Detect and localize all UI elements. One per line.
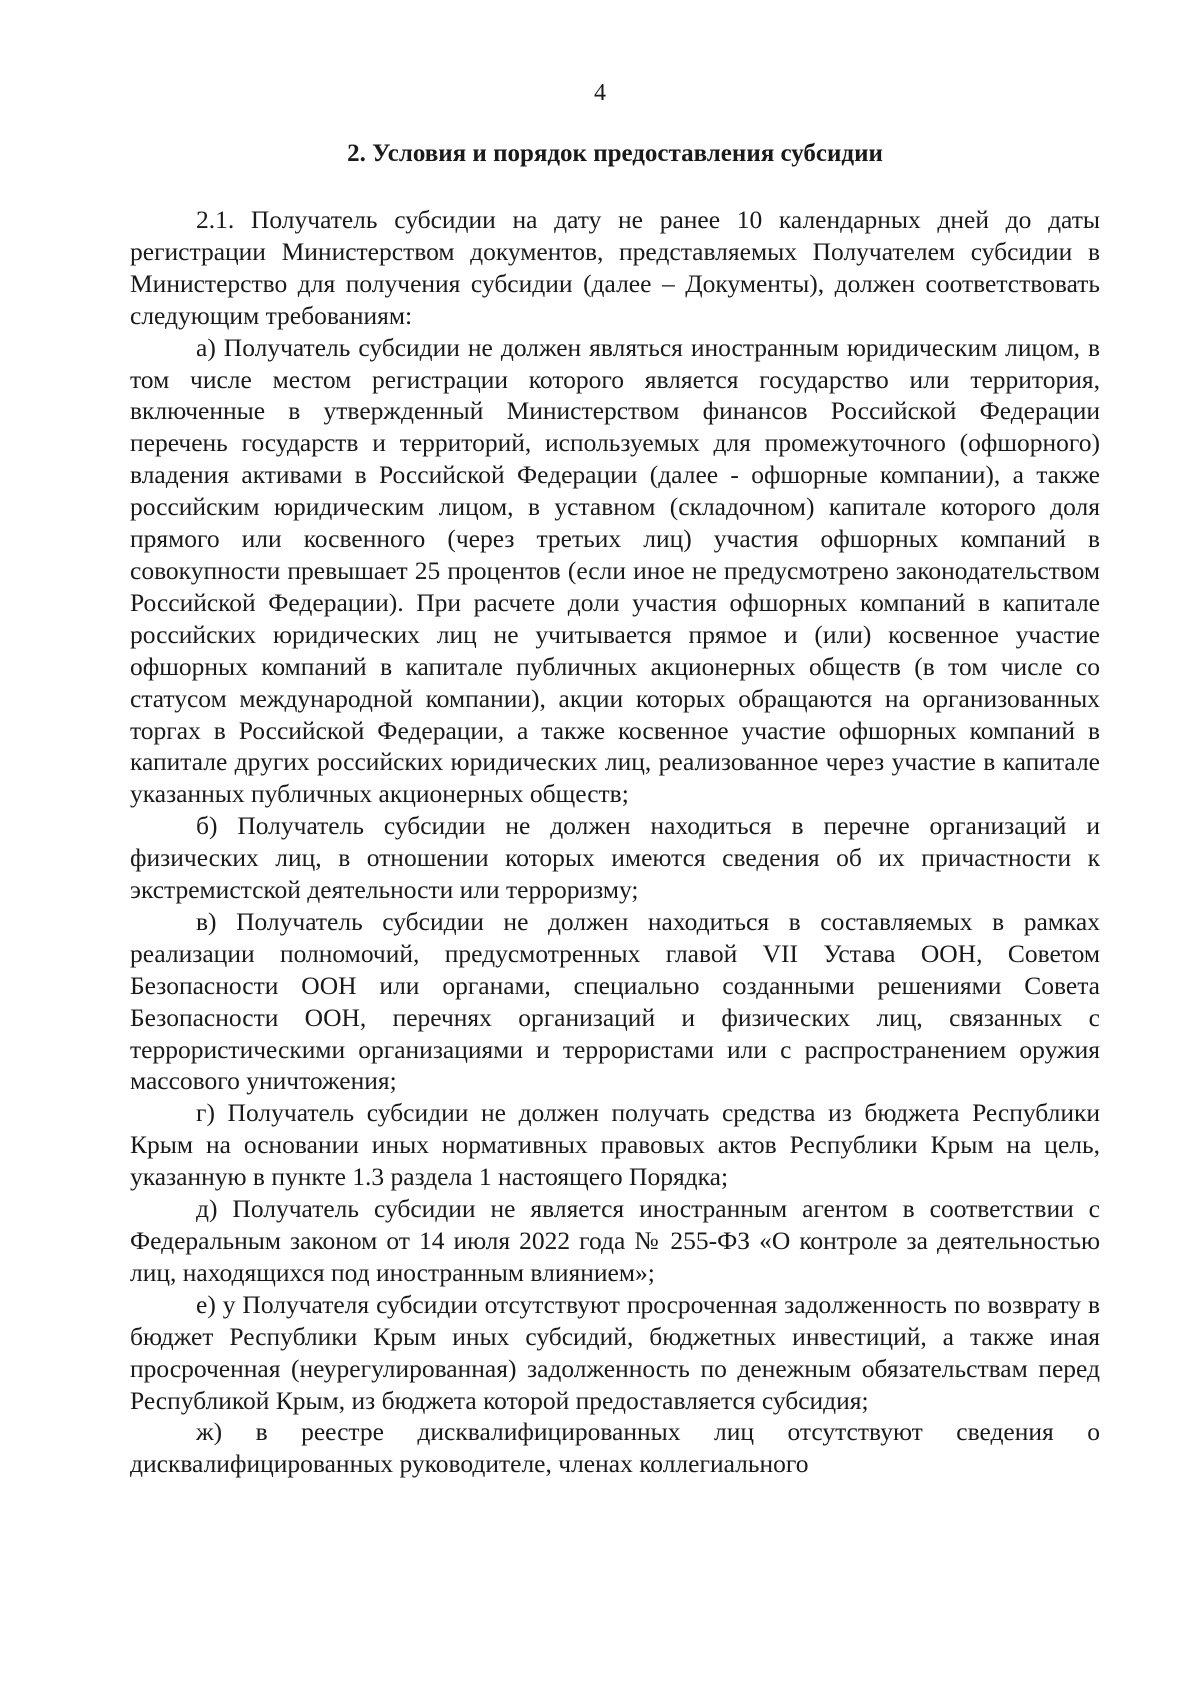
paragraph-2-1: 2.1. Получатель субсидии на дату не ранее 10 календарных дней до даты регистрации Министерством документов, представляемых Получателем субсидии в Министерство для получения субсидии (далее – Документы), должен соответствовать следующим требованиям: [130,205,1100,330]
paragraph-d: д) Получатель субсидии не является иностранным агентом в соответствии с Федеральным законом от 14 июля 2022 года № 255-ФЗ «О контроле за деятельностью лиц, находящихся под иностранным влиянием»; [130,1194,1100,1287]
paragraph-a: а) Получатель субсидии не должен являться иностранным юридическим лицом, в том числе местом регистрации которого является государство или территория, включенные в утвержденный Министерством финансов Российской Федерации перечень государств и территорий, используемых для промежуточного (офшорного) владения активами в Российской Федерации (далее - офшорные компании), а также российским юридическим лицом, в уставном (складочном) капитале которого доля прямого или косвенного (через третьих лиц) участия офшорных компаний в совокупности превышает 25 процентов (если иное не предусмотрено законодательством Российской Федерации). При расчете доли участия офшорных компаний в капитале российских юридических лиц не учитывается прямое и (или) косвенное участие офшорных компаний в капитале публичных акционерных обществ (в том числе со статусом международной компании), акции которых обращаются на организованных торгах в Российской Федерации, а также косвенное участие офшорных компаний в капитале других российских юридических лиц, реализованное через участие в капитале указанных публичных акционерных обществ; [130,332,1100,809]
paragraph-b: б) Получатель субсидии не должен находиться в перечне организаций и физических лиц, в отношении которых имеются сведения об их причастности к экстремистской деятельности или терроризму; [130,811,1100,905]
paragraph-g: г) Получатель субсидии не должен получать средства из бюджета Республики Крым на основании иных нормативных правовых актов Республики Крым на цель, указанную в пункте 1.3 раздела 1 настоящего Порядка; [130,1098,1100,1192]
section-title: 2. Условия и порядок предоставления субсидии [347,140,883,167]
page-number: 4 [594,80,606,106]
paragraph-e: е) у Получателя субсидии отсутствуют просроченная задолженность по возврату в бюджет Республики Крым иных субсидий, бюджетных инвестиций, а также иная просроченная (неурегулированная) задолженность по денежным обязательствам перед Республикой Крым, из бюджета которой предоставляется субсидия; [130,1289,1100,1415]
paragraph-v: в) Получатель субсидии не должен находиться в составляемых в рамках реализации полномочий, предусмотренных главой VII Устава ООН, Советом Безопасности ООН или органами, специально созданными решениями Совета Безопасности ООН, перечнях организаций и физических лиц, связанных с террористическими организациями и террористами или с распространением оружия массового уничтожения; [130,906,1100,1096]
document-body [130,204,1100,1480]
paragraph-zh: ж) в реестре дисквалифицированных лиц отсутствуют сведения о дисквалифицированных руководителе, членах коллегиального [130,1417,1100,1479]
